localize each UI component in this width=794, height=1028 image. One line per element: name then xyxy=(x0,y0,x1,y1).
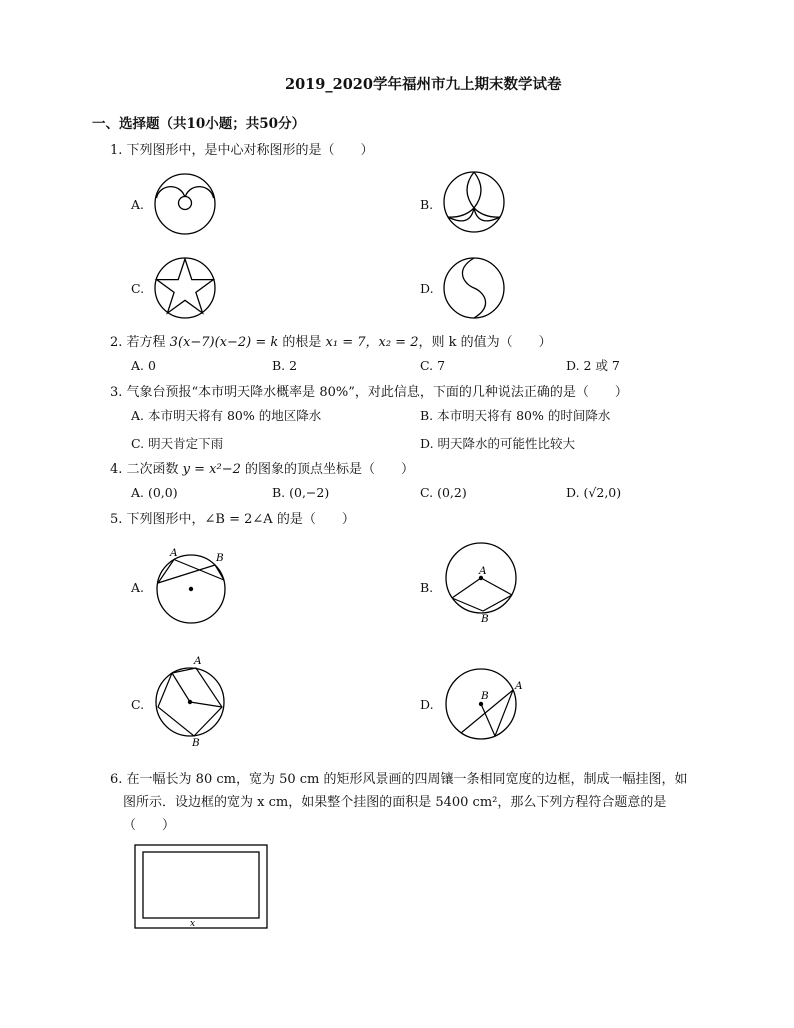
q1-figure-d xyxy=(442,256,506,320)
q2-option-c: C. 7 xyxy=(420,358,446,373)
q1-figure-b xyxy=(442,170,506,234)
q6-frame-x-label: x xyxy=(190,919,196,929)
q5b-point-b-label: B xyxy=(481,613,489,625)
question-3-stem: 3. 气象台预报“本市明天降水概率是 80%”，对此信息，下面的几种说法正确的是（ ） xyxy=(110,385,628,400)
q5c-point-b-label: B xyxy=(192,737,200,749)
q1-option-a-label: A. xyxy=(131,197,145,212)
question-6-line-1: 6. 在一幅长为 80 cm，宽为 50 cm 的矩形风景画的四周镶一条相同宽度的边框，制成一幅挂图，如 xyxy=(110,772,688,787)
q4-option-a: A. (0,0) xyxy=(131,485,178,500)
q3-option-c: C. 明天肯定下雨 xyxy=(131,436,224,451)
page-title: 2019_2020学年福州市九上期末数学试卷 xyxy=(285,76,562,93)
q2-equation: 3(x−7)(x−2) = k xyxy=(169,335,279,350)
question-5-stem: 5. 下列图形中，∠B = 2∠A 的是（ ） xyxy=(110,512,355,527)
q5b-point-a-label: A xyxy=(479,565,487,577)
question-2-stem xyxy=(110,335,552,351)
q2-stem-mid: 的根是 xyxy=(278,335,326,350)
q1-figure-a xyxy=(153,172,217,236)
question-6-line-3: （ ） xyxy=(123,818,176,833)
q4-function: y = x²−2 xyxy=(182,462,241,477)
q6-frame-figure xyxy=(134,844,270,930)
q5-option-b-label: B. xyxy=(420,580,434,595)
q5-option-c-label: C. xyxy=(131,697,145,712)
q5-figure-a xyxy=(150,545,240,627)
q4-stem-post: 的图象的顶点坐标是（ ） xyxy=(240,462,415,477)
q2-stem-pre: 2. 若方程 xyxy=(110,335,170,350)
q5-option-a-label: A. xyxy=(131,580,145,595)
q2-option-d: D. 2 或 7 xyxy=(566,358,620,373)
question-6-line-2: 图所示．设边框的宽为 x cm，如果整个挂图的面积是 5400 cm²，那么下列方程符合题意的是 xyxy=(123,795,667,810)
q5-option-d-label: D. xyxy=(420,697,434,712)
q4-option-c: C. (0,2) xyxy=(420,485,467,500)
q2-stem-post: ，则 k 的值为（ ） xyxy=(418,335,552,350)
q4-option-b: B. (0,−2) xyxy=(272,485,330,500)
q5-figure-d xyxy=(443,664,533,744)
section-heading: 一、选择题（共10小题；共50分） xyxy=(92,116,306,132)
q2-roots: x₁ = 7，x₂ = 2 xyxy=(325,335,419,350)
q5d-point-b-label: B xyxy=(481,690,489,702)
question-1-stem: 1. 下列图形中，是中心对称图形的是（ ） xyxy=(110,143,374,158)
q5a-point-a-label: A xyxy=(170,547,178,559)
q5a-point-b-label: B xyxy=(216,552,224,564)
q2-option-a: A. 0 xyxy=(131,358,156,373)
q5-figure-c xyxy=(150,652,240,747)
q2-option-b: B. 2 xyxy=(272,358,298,373)
q3-option-b: B. 本市明天将有 80% 的时间降水 xyxy=(420,408,611,423)
q1-option-b-label: B. xyxy=(420,197,434,212)
q1-option-d-label: D. xyxy=(420,281,434,296)
question-4-stem xyxy=(110,462,414,478)
q5c-point-a-label: A xyxy=(194,655,202,667)
q3-option-a: A. 本市明天将有 80% 的地区降水 xyxy=(131,408,322,423)
q3-option-d: D. 明天降水的可能性比较大 xyxy=(420,436,576,451)
q1-option-c-label: C. xyxy=(131,281,145,296)
q4-option-d: D. (√2,0) xyxy=(566,485,622,500)
q4-stem-pre: 4. 二次函数 xyxy=(110,462,183,477)
q5-figure-b xyxy=(443,540,523,628)
q5d-point-a-label: A xyxy=(515,680,523,692)
q1-figure-c xyxy=(153,256,217,320)
